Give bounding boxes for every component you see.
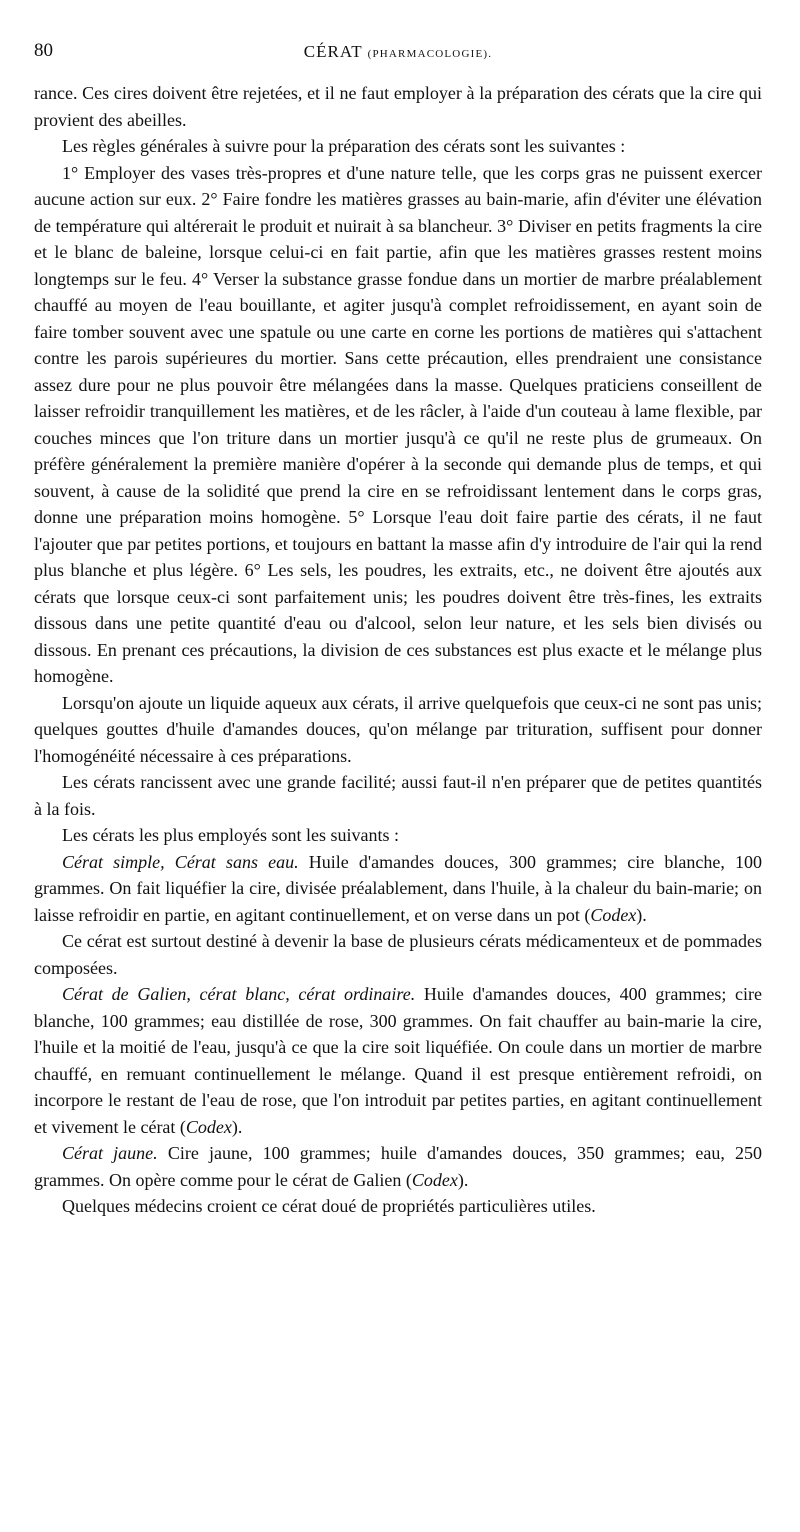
page-header [34, 40, 762, 70]
recipe-title: Cérat simple, Cérat sans eau. [62, 851, 299, 872]
codex-reference: Codex [185, 1116, 232, 1137]
recipe-cerat-simple [34, 849, 762, 929]
recipe-end: ). [457, 1169, 469, 1190]
paragraph-rules-intro: Les règles générales à suivre pour la préparation des cérats sont les suivantes : [62, 136, 626, 156]
codex-reference: Codex [590, 904, 637, 925]
running-head [34, 42, 762, 62]
recipe-body: Huile d'amandes douces, 400 grammes; cire blanche, 100 grammes; eau distillée de rose, 300 grammes. On fait chauffer au bain-marie la cire, l'huile et la moitié de l'eau, jusqu'à ce que la cire soit liquéfiée. On coule dans un mortier de marbre chauffé, en remuant continuellement le mélange. Quand il est presque entièrement refroidi, on incorpore le restant de l'eau de rose, que l'on introduit par petites parties, en agitant continuellement et vivement le cérat ( [34, 984, 762, 1137]
recipe-body: Cire jaune, 100 grammes; huile d'amandes douces, 350 grammes; eau, 250 grammes. On opère comme pour le cérat de Galien ( [34, 1143, 762, 1190]
paragraph-list-intro: Les cérats les plus employés sont les suivants : [62, 825, 399, 845]
recipe-title: Cérat de Galien, cérat blanc, cérat ordinaire. [62, 984, 416, 1004]
body-text [34, 80, 762, 1220]
recipe-cerat-jaune [34, 1140, 762, 1193]
paragraph-closing: Quelques médecins croient ce cérat doué de propriétés particulières utiles. [62, 1196, 596, 1216]
recipe-cerat-galien [34, 981, 762, 1140]
paragraph-rancidity: Les cérats rancissent avec une grande facilité; aussi faut-il n'en préparer que de petites quantités à la fois. [34, 772, 762, 819]
recipe-title: Cérat jaune. [62, 1143, 158, 1163]
paragraph-continuation: rance. Ces cires doivent être rejetées, et il ne faut employer à la préparation des cérats que la cire qui provient des abeilles. [34, 83, 762, 130]
paragraph-aqueous-liquid: Lorsqu'on ajoute un liquide aqueux aux cérats, il arrive quelquefois que ceux-ci ne sont pas unis; quelques gouttes d'huile d'amandes douces, qu'on mélange par trituration, suffisent pour donner l'homogénéité nécessaire à ces préparations. [34, 692, 762, 766]
page-number: 80 [34, 40, 53, 61]
document-page [34, 40, 762, 1520]
running-head-title: CÉRAT [303, 42, 363, 61]
codex-reference: Codex [411, 1169, 458, 1190]
recipe-end: ). [231, 1116, 243, 1137]
recipe-body: Huile d'amandes douces, 300 grammes; cire blanche, 100 grammes. On fait liquéfier la cire, divisée préalablement, dans l'huile, à la chaleur du bain-marie; on laisse refroidir en partie, en agitant continuellement, et on verse dans un pot ( [34, 851, 762, 925]
recipe-end: ). [636, 904, 647, 925]
paragraph-rules-list: 1° Employer des vases très-propres et d'une nature telle, que les corps gras ne puissent exercer aucune action sur eux. 2° Faire fondre les matières grasses au bain-marie, afin d'éviter une élévation de température qui altérerait le produit et nuirait à sa blancheur. 3° Diviser en petits fragments la cire et le blanc de baleine, lorsque celui-ci en fait partie, afin que les matières grasses restent moins longtemps sur le feu. 4° Verser la substance grasse fondue dans un mortier de marbre préalablement chauffé au moyen de l'eau bouillante, et agiter jusqu'à complet refroidissement, en ayant soin de faire tomber souvent avec une spatule ou une carte en corne les portions de matières qui s'attachent contre les parois supérieures du mortier. Sans cette précaution, elles prendraient une consistance assez dure pour ne plus pouvoir être mélangées dans la masse. Quelques praticiens conseillent de laisser refroidir tranquillement les matières, et de les râcler, à l'aide d'un couteau à lame flexible, par couches minces que l'on triture dans un mortier jusqu'à ce qu'il ne reste plus de grumeaux. On préfère généralement la première manière d'opérer à la seconde qui demande plus de temps, et qui souvent, à cause de la solidité que prend la cire en se refroidissant lentement dans le corps gras, donne une préparation moins homogène. 5° Lorsque l'eau doit faire partie des cérats, il ne faut l'ajouter que par petites portions, et toujours en battant la masse afin d'y introduire de l'air qui la rend plus blanche et plus légère. 6° Les sels, les poudres, les extraits, etc., ne doivent être ajoutés aux cérats que lorsque ceux-ci sont parfaitement unis; les poudres doivent être très-fines, les extraits dissous dans une petite quantité d'eau ou d'alcool, selon leur nature, et les sels bien divisés ou dissous. En prenant ces précautions, la division de ces substances est plus exacte et le mélange plus homogène. [34, 162, 762, 686]
paragraph-base-use: Ce cérat est surtout destiné à devenir la base de plusieurs cérats médicamenteux et de pommades composées. [34, 931, 762, 978]
running-head-subtitle: (PHARMACOLOGIE). [367, 48, 493, 60]
